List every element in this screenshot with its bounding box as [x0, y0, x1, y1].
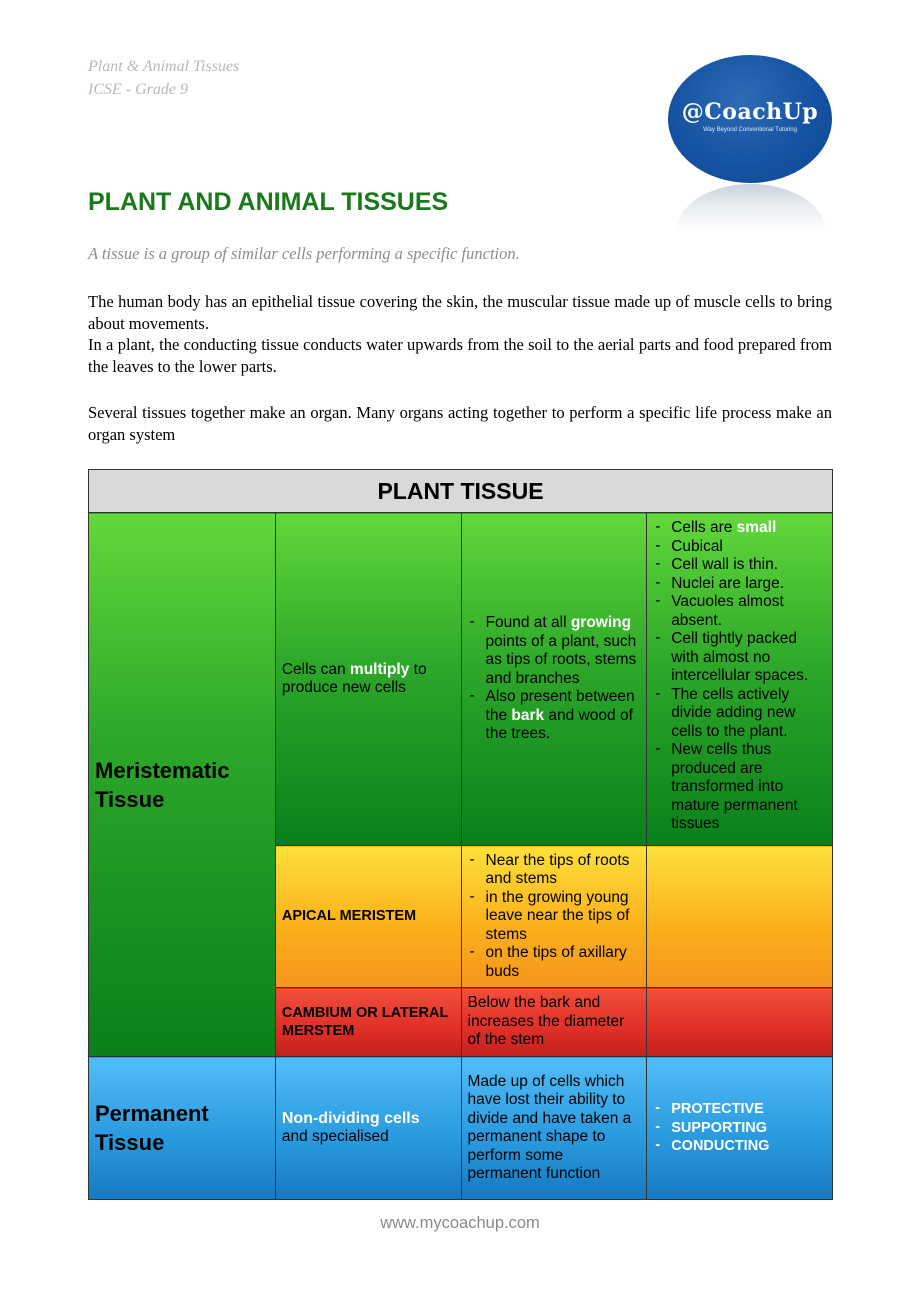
feature-item: - Vacuoles almost absent. [653, 593, 826, 630]
page-title: PLANT AND ANIMAL TISSUES [88, 188, 449, 216]
logo-tagline: Way Beyond Conventional Tutoring [703, 127, 797, 133]
location-growing-points: - Found at all growing points of a plant, such as tips of roots, stems and branches [468, 614, 641, 688]
feature-item: - Cell wall is thin. [653, 556, 826, 575]
cambium-label: CAMBIUM OR LATERAL MERSTEM [275, 988, 461, 1057]
meristematic-label: Meristematic Tissue [95, 757, 230, 812]
apical-location: - on the tips of axillary buds [468, 944, 641, 981]
location-bark: - Also present between the bark and wood of the trees. [468, 688, 641, 744]
apical-location: - in the growing young leave near the tips of stems [468, 889, 641, 945]
feature-item: - Cubical [653, 538, 826, 557]
tissue-definition: A tissue is a group of similar cells performing a specific function. [88, 244, 520, 263]
permanent-label: Permanent Tissue [95, 1101, 209, 1155]
plant-tissue-table [88, 469, 833, 1200]
type-conducting: - CONDUCTING [653, 1137, 826, 1156]
document-header [88, 55, 239, 101]
feature-item: - The cells actively divide adding new cells to the plant. [653, 686, 826, 742]
feature-item: - New cells thus produced are transformed into mature permanent tissues [653, 741, 826, 834]
meristematic-location [461, 513, 647, 846]
apical-meristem-locations [461, 846, 647, 988]
cambium-empty [647, 988, 833, 1057]
footer-website: www.mycoachup.com [380, 1214, 540, 1232]
header-grade: ICSE - Grade 9 [88, 81, 188, 98]
apical-meristem-empty [647, 846, 833, 988]
meristematic-features [647, 513, 833, 846]
feature-small: - Cells are small [653, 519, 826, 538]
logo-brand: @CoachUp [681, 99, 819, 125]
table-heading: PLANT TISSUE [89, 470, 833, 513]
apical-location: - Near the tips of roots and stems [468, 852, 641, 889]
paragraph-organ-system: Several tissues together make an organ. Many organs acting together to perform a specific life process make an organ system [88, 403, 832, 444]
type-supporting: - SUPPORTING [653, 1119, 826, 1138]
paragraph-plant: In a plant, the conducting tissue conducts water upwards from the soil to the aerial parts and food prepared from the leaves to the lower parts. [88, 335, 832, 376]
permanent-detail: Made up of cells which have lost their ability to divide and have taken a permanent shape to perform some permanent function [461, 1057, 647, 1200]
feature-item: - Nuclei are large. [653, 575, 826, 594]
logo-reflection [676, 184, 826, 232]
permanent-description: Non-dividing cells and specialised [275, 1057, 461, 1200]
header-subject: Plant & Animal Tissues [88, 58, 240, 75]
coachup-logo [668, 55, 832, 183]
type-protective: - PROTECTIVE [653, 1100, 826, 1119]
permanent-tissue-cell [89, 1057, 276, 1200]
intro-paragraph [88, 291, 832, 377]
organ-paragraph [88, 402, 832, 445]
cambium-description: Below the bark and increases the diameter of the stem [461, 988, 647, 1057]
meristematic-tissue-cell [89, 513, 276, 1057]
meristematic-description: Cells can multiply to produce new cells [275, 513, 461, 846]
apical-meristem-label: APICAL MERISTEM [275, 846, 461, 988]
feature-item: - Cell tightly packed with almost no intercellular spaces. [653, 630, 826, 686]
paragraph-human-body: The human body has an epithelial tissue covering the skin, the muscular tissue made up of muscle cells to bring about movements. [88, 292, 832, 333]
permanent-types [647, 1057, 833, 1200]
